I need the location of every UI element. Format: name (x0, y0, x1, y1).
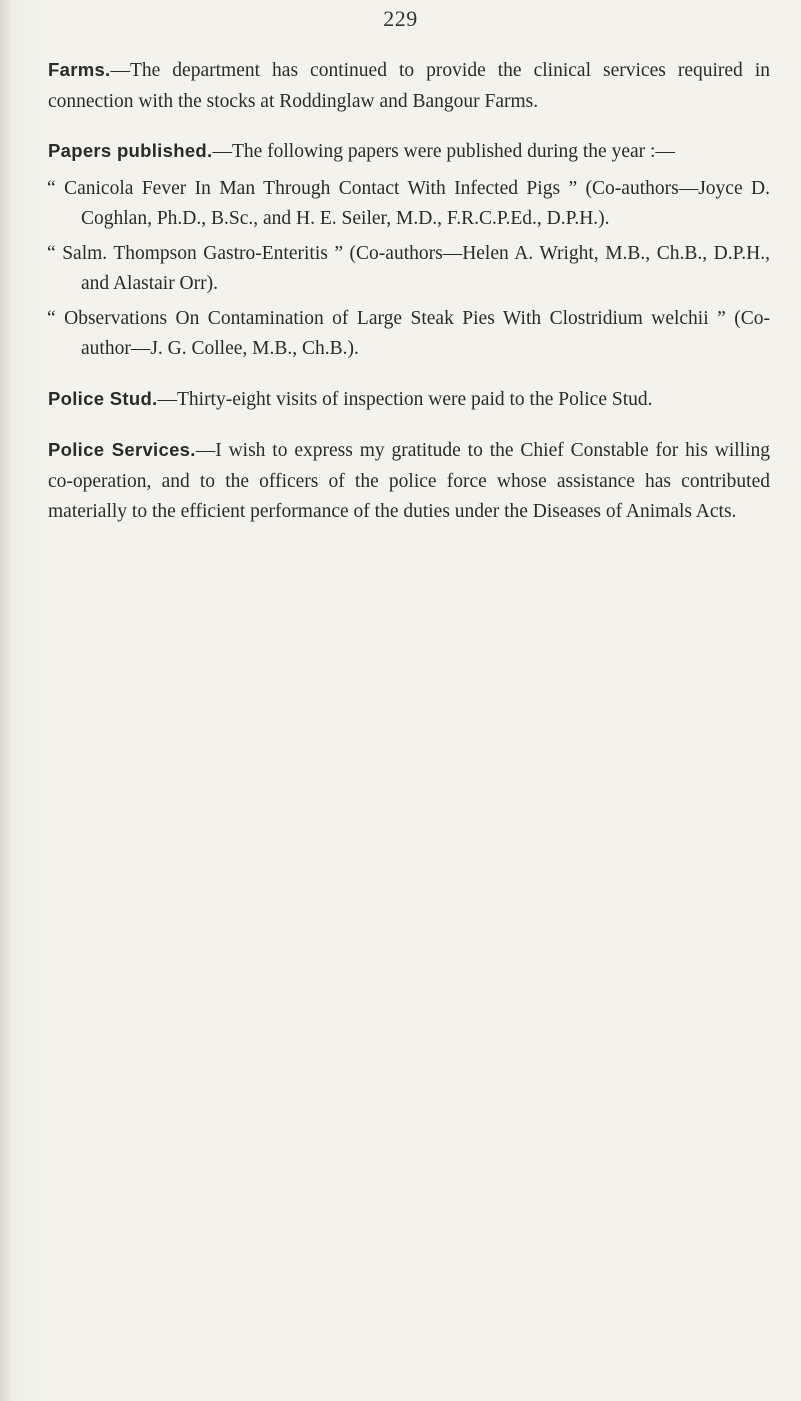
farms-paragraph (48, 55, 770, 117)
paper-citation-2: “ Salm. Thompson Gastro-Enteritis ” (Co-authors—Helen A. Wright, M.B., Ch.B., D.P.H., and Alastair Orr). (47, 242, 770, 294)
papers-heading: Papers published. (48, 140, 213, 161)
page-body (48, 55, 770, 528)
police-stud-paragraph (48, 384, 770, 416)
police-services-paragraph (48, 435, 770, 528)
police-services-heading: Police Services. (48, 439, 196, 460)
farms-text: —The department has continued to provide the clinical services required in connection with the stocks at Roddinglaw and Bangour Farms. (48, 60, 770, 112)
paper-citation-1: “ Canicola Fever In Man Through Contact With Infected Pigs ” (Co-authors—Joyce D. Coghlan, Ph.D., B.Sc., and H. E. Seiler, M.D., F.R.C.P.Ed., D.P.H.). (47, 177, 770, 229)
police-services-text: —I wish to express my gratitude to the Chief Constable for his willing co-operation, and to the officers of the police force whose assistance has contributed materially to the efficient performance of the duties under the Diseases of Animals Acts. (48, 440, 770, 522)
papers-list (47, 174, 770, 365)
police-stud-text: —Thirty-eight visits of inspection were paid to the Police Stud. (157, 388, 653, 410)
police-stud-heading: Police Stud. (48, 387, 158, 409)
farms-heading: Farms. (48, 59, 111, 80)
papers-paragraph (48, 136, 770, 168)
page-number: 229 (383, 6, 418, 31)
paper-citation-3: “ Observations On Contamination of Large Steak Pies With Clostridium welchii ” (Co-author—J. G. Collee, M.B., Ch.B.). (47, 307, 770, 359)
page-binding-edge (0, 0, 10, 1401)
papers-text: —The following papers were published during the year :— (212, 141, 675, 162)
